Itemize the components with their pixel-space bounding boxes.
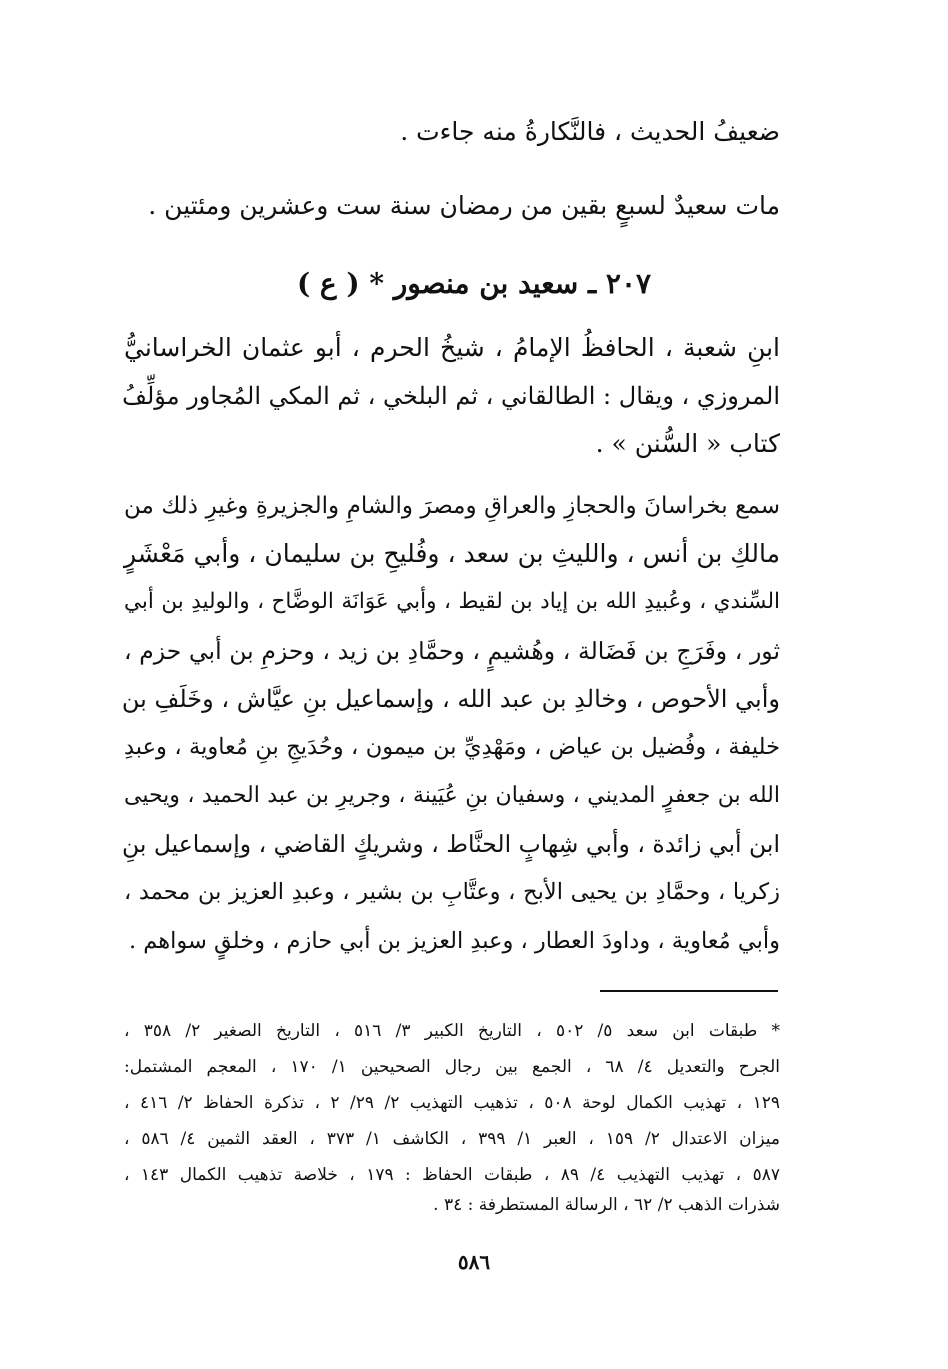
footnote-line-4: ميزان الاعتدال ٢/ ١٥٩ ، العبر ١/ ٣٩٩ ، الكاشف ١/ ٣٧٣ ، العقد الثمين ٤/ ٥٨٦ ، bbox=[124, 1129, 780, 1149]
para2-line-3: السِّندي ، وعُبيدِ الله بن إياد بن لقيط ، وأبي عَوَانَة الوضَّاح ، والوليدِ بن أبي bbox=[124, 589, 780, 614]
para2-line-2: مالكِ بن أنس ، والليثِ بن سعد ، وفُليحِ بن سليمان ، وأبي مَعْشَرٍ bbox=[124, 539, 780, 568]
footnote-line-6: شذرات الذهب ٢/ ٦٢ ، الرسالة المستطرفة : ٣٤ . bbox=[433, 1195, 780, 1215]
footnote-line-1: * طبقات ابن سعد ٥/ ٥٠٢ ، التاريخ الكبير ٣/ ٥١٦ ، التاريخ الصغير ٢/ ٣٥٨ ، bbox=[124, 1021, 780, 1041]
footnote-line-5: ٥٨٧ ، تهذيب التهذيب ٤/ ٨٩ ، طبقات الحفاظ : ١٧٩ ، خلاصة تذهيب الكمال ١٤٣ ، bbox=[124, 1165, 780, 1185]
para2-line-9: زكريا ، وحمَّادِ بن يحيى الأبح ، وعتَّابِ بن بشير ، وعبدِ العزيز بن محمد ، bbox=[124, 879, 780, 905]
para2-line-5: وأبي الأحوص ، وخالدِ بن عبد الله ، وإسماعيل بنِ عيَّاش ، وخَلَفِ بن bbox=[121, 685, 780, 713]
para1-line-1: ابنِ شعبة ، الحافظُ الإمامُ ، شيخُ الحرم ، أبو عثمان الخراسانيُّ bbox=[124, 333, 780, 362]
entry-heading: ٢٠٧ ـ سعيد بن منصور * ( ع ) bbox=[296, 267, 652, 300]
para2-line-4: ثور ، وفَرَجِ بن فَضَالة ، وهُشيمٍ ، وحمَّادِ بن زيد ، وحزمِ بن أبي حزم ، bbox=[124, 637, 780, 665]
intro-line-1: ضعيفُ الحديث ، فالنَّكارةُ منه جاءت . bbox=[400, 117, 780, 146]
footnote-line-3: ١٢٩ ، تهذيب الكمال لوحة ٥٠٨ ، تذهيب التهذيب ٢/ ٢٩/ ٢ ، تذكرة الحفاظ ٢/ ٤١٦ ، bbox=[124, 1093, 781, 1113]
para2-line-8: ابن أبي زائدة ، وأبي شِهابٍ الحنَّاط ، وشريكٍ القاضي ، وإسماعيل بنِ bbox=[121, 830, 780, 858]
footnote-separator bbox=[600, 990, 778, 992]
para2-line-10: وأبي مُعاوية ، وداودَ العطار ، وعبدِ العزيز بن أبي حازم ، وخلقٍ سواهم . bbox=[128, 928, 780, 954]
para1-line-2: المروزي ، ويقال : الطالقاني ، ثم البلخي ، ثم المكي المُجاور مؤلِّفُ bbox=[122, 382, 780, 410]
page-number: ٥٨٦ bbox=[457, 1250, 491, 1274]
intro-line-2: مات سعيدٌ لسبعٍ بقين من رمضان سنة ست وعشرين ومئتين . bbox=[148, 191, 780, 220]
para2-line-1: سمع بخراسانَ والحجازِ والعراقِ ومصرَ والشامِ والجزيرةِ وغيرِ ذلك من bbox=[124, 493, 780, 519]
para2-line-7: الله بن جعفرٍ المديني ، وسفيان بنِ عُيَينة ، وجريرِ بن عبد الحميد ، ويحيى bbox=[124, 783, 780, 808]
para1-line-3: كتاب « السُّنن » . bbox=[595, 429, 780, 458]
footnote-line-2: الجرح والتعديل ٤/ ٦٨ ، الجمع بين رجال الصحيحين ١/ ١٧٠ ، المعجم المشتمل: bbox=[124, 1057, 781, 1077]
para2-line-6: خليفة ، وفُضيل بن عياض ، ومَهْدِيِّ بن ميمون ، وحُدَيجِ بنِ مُعاوية ، وعبدِ bbox=[124, 734, 780, 760]
